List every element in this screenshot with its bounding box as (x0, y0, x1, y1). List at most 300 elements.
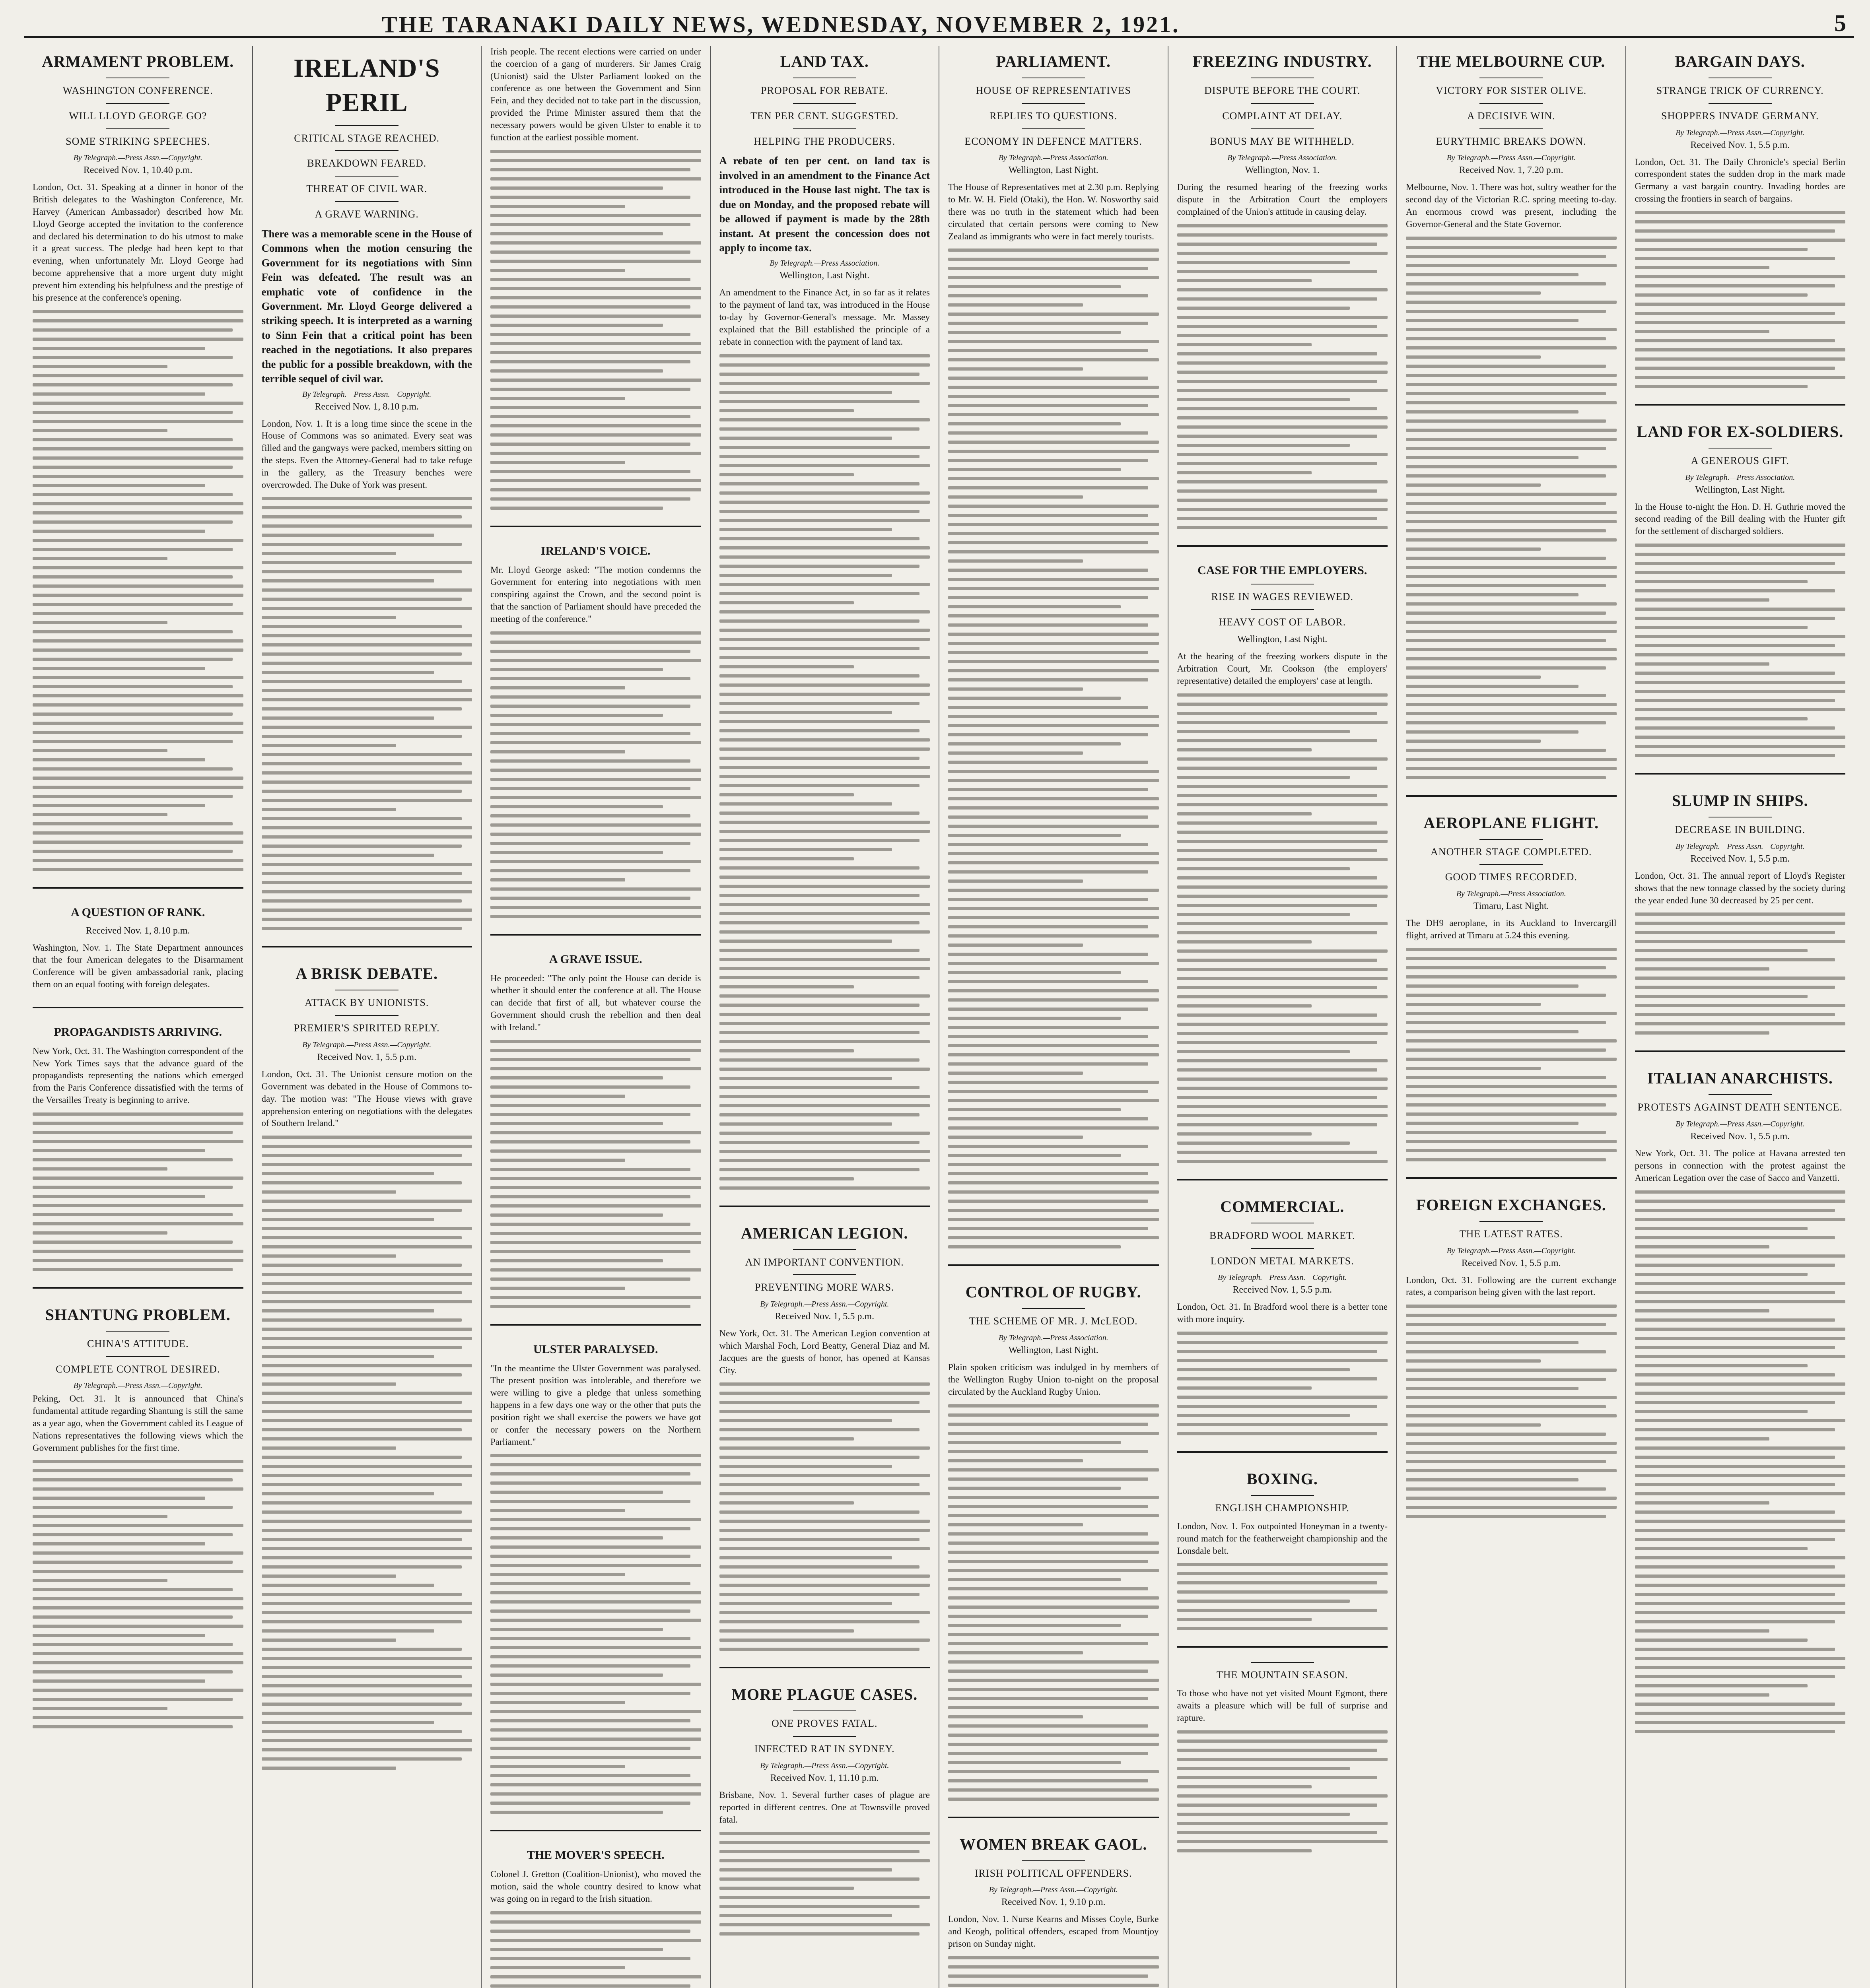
text-line (1635, 967, 1770, 971)
text-line (1635, 1703, 1835, 1706)
article (1635, 773, 1846, 1035)
text-line (1635, 229, 1835, 233)
text-line (262, 1529, 472, 1532)
text-line (1635, 1013, 1835, 1016)
text-line (262, 1565, 462, 1569)
text-line (1406, 483, 1541, 487)
text-line (948, 633, 1159, 636)
text-line (490, 1957, 690, 1960)
text-line (719, 555, 930, 559)
text-line (1406, 1122, 1578, 1125)
text-line (1177, 1581, 1377, 1584)
text-line (1177, 1142, 1350, 1145)
column-container (24, 46, 1854, 1988)
text-line (1177, 352, 1377, 355)
text-line (1177, 794, 1377, 797)
text-line (262, 1730, 462, 1733)
text-line (262, 671, 434, 674)
text-line (1635, 1428, 1835, 1431)
divider (335, 150, 398, 151)
text-line (1635, 266, 1770, 269)
text-line (490, 1911, 701, 1914)
text-line (948, 1734, 1159, 1737)
text-line (1406, 246, 1617, 249)
text-line (1177, 1813, 1350, 1816)
subheading: ONE PROVES FATAL. (771, 1718, 878, 1730)
dateline: By Telegraph.—Press Assn.—Copyright. (73, 153, 202, 163)
text-line (33, 1469, 243, 1472)
text-line (948, 459, 1148, 462)
text-line (948, 1062, 1148, 1066)
text-line (262, 1703, 462, 1706)
text-line (33, 1643, 233, 1646)
text-line (948, 797, 1159, 800)
text-line (262, 1538, 462, 1541)
dateline: By Telegraph.—Press Assn.—Copyright. (989, 1885, 1118, 1895)
text-line (719, 1639, 930, 1642)
article-body: The House of Representatives met at 2.30 p.m. Replying to Mr. W. H. Field (Otaki), the Hon. W. Nosworthy said there was no truth in the statement which had been circulated that certain persons were coming to New Zealand as immigrants who were in fact merely tourists. (948, 182, 1159, 241)
article-body: Plain spoken criticism was indulged in by members of the Wellington Rugby Union to-night on the proposal circulated by the Auckland Rugby Union. (948, 1362, 1159, 1397)
text-line (490, 659, 701, 662)
text-line (1635, 321, 1846, 324)
divider (335, 125, 398, 126)
text-line (262, 1136, 472, 1139)
text-line (948, 1606, 1159, 1609)
text-line (948, 267, 1148, 270)
text-line (948, 477, 1159, 480)
text-line (719, 885, 930, 888)
text-line (719, 473, 854, 476)
text-line (33, 703, 243, 707)
text-line (490, 1140, 690, 1143)
text-line (719, 656, 930, 659)
text-line (262, 662, 472, 665)
text-line (1177, 922, 1388, 925)
text-line (33, 767, 233, 771)
text-line (1635, 1657, 1846, 1660)
text-line (1406, 657, 1617, 660)
text-line (490, 1701, 625, 1704)
dateline: By Telegraph.—Press Assn.—Copyright. (302, 390, 432, 399)
text-line (1635, 1392, 1846, 1395)
text-line (948, 998, 1159, 1002)
text-line (1406, 1332, 1617, 1335)
text-line (1177, 1032, 1388, 1035)
divider (106, 1356, 169, 1357)
text-line (262, 1510, 462, 1514)
subheading: TEN PER CENT. SUGGESTED. (750, 110, 899, 122)
text-line (262, 570, 462, 573)
text-line (1177, 1600, 1350, 1603)
lede-paragraph: A rebate of ten per cent. on land tax is involved in an amendment to the Finance Act introduced in the House last night. The tax is due on Monday, and the proposed rebate will be allowed if payment is made by the 28th instant. At present the concession does not apply to income tax. (719, 155, 930, 254)
column-3 (482, 46, 711, 1988)
text-line (33, 1186, 233, 1189)
text-line (1635, 303, 1846, 306)
text-line (1406, 502, 1606, 505)
text-line (1635, 589, 1835, 592)
text-line (948, 505, 1159, 508)
divider (1709, 103, 1772, 104)
text-line (33, 347, 205, 350)
text-line (490, 159, 701, 162)
text-line (948, 1154, 1121, 1157)
text-line (719, 757, 919, 760)
text-line (490, 1582, 690, 1585)
text-line (719, 1159, 930, 1162)
text-line (1177, 499, 1388, 502)
received-line: Received Nov. 1, 7.20 p.m. (1459, 165, 1563, 176)
text-line (33, 831, 243, 835)
text-line (33, 1542, 205, 1545)
text-line (1635, 1318, 1835, 1322)
subheading: BONUS MAY BE WITHHELD. (1210, 135, 1355, 147)
text-line (490, 1783, 701, 1786)
text-line (948, 1026, 1159, 1029)
text-line (262, 1639, 397, 1642)
text-line (1177, 776, 1350, 779)
text-line (1635, 1419, 1846, 1422)
text-line (490, 1259, 663, 1262)
subheading: ANOTHER STAGE COMPLETED. (1431, 846, 1592, 858)
text-line (948, 1715, 1083, 1718)
text-line (948, 1072, 1083, 1075)
text-line (262, 1291, 462, 1294)
divider (1251, 103, 1314, 104)
text-line (948, 1404, 1159, 1408)
text-line (719, 501, 930, 504)
text-line (1406, 255, 1606, 258)
received-line: Wellington, Nov. 1. (1245, 165, 1320, 176)
text-line (33, 1579, 167, 1582)
text-line (490, 814, 690, 817)
text-line (1406, 1350, 1606, 1353)
article (719, 1667, 930, 1936)
text-line (1177, 224, 1388, 227)
text-line (1406, 593, 1578, 596)
text-line (490, 1509, 625, 1512)
text-line (490, 1966, 625, 1969)
text-line (948, 1615, 1148, 1618)
article-headline: FREEZING INDUSTRY. (1192, 52, 1372, 70)
dateline: By Telegraph.—Press Assn.—Copyright. (1676, 842, 1805, 851)
text-line (1177, 444, 1350, 447)
subheading: REPLIES TO QUESTIONS. (989, 110, 1118, 122)
text-line (1635, 293, 1808, 297)
text-line (1406, 1103, 1606, 1107)
text-line (262, 780, 472, 784)
received-line: Received Nov. 1, 5.5 p.m. (1461, 1258, 1561, 1268)
text-line (719, 1520, 930, 1523)
text-line (490, 1049, 701, 1052)
text-line (1635, 1574, 1846, 1578)
text-line (719, 601, 854, 604)
body-text-lines (1635, 211, 1846, 388)
text-line (948, 1974, 1148, 1978)
subheading: CRITICAL STAGE REACHED. (294, 132, 440, 144)
text-line (948, 1724, 1148, 1728)
text-line (262, 689, 472, 692)
text-line (1177, 316, 1388, 319)
text-line (1177, 334, 1388, 337)
text-line (719, 683, 930, 687)
text-line (948, 788, 1148, 791)
text-line (1406, 1451, 1617, 1454)
text-line (719, 629, 930, 632)
text-line (490, 168, 690, 171)
text-line (948, 669, 1159, 672)
text-line (1635, 1556, 1846, 1559)
dateline: By Telegraph.—Press Assn.—Copyright. (302, 1041, 432, 1050)
text-line (262, 1666, 472, 1669)
text-line (948, 404, 1148, 407)
article-headline: FOREIGN EXCHANGES. (1416, 1196, 1606, 1214)
text-line (719, 1556, 892, 1559)
text-line (262, 1282, 472, 1285)
text-line (1177, 1618, 1312, 1621)
text-line (948, 1218, 1159, 1221)
text-line (490, 214, 701, 217)
text-line (490, 1223, 690, 1226)
article-body: London, Nov. 1. Fox outpointed Honeyman in a twenty-round match for the featherweight championship and the Lonsdale belt. (1177, 1521, 1388, 1556)
text-line (33, 319, 243, 322)
text-line (948, 1541, 1159, 1545)
text-line (948, 1117, 1148, 1120)
text-line (1635, 1282, 1846, 1285)
text-line (1177, 270, 1377, 273)
text-line (33, 502, 243, 505)
text-line (719, 546, 930, 549)
text-line (262, 726, 472, 729)
received-line: Received Nov. 1, 9.10 p.m. (1001, 1897, 1106, 1908)
text-line (33, 1213, 233, 1216)
divider (793, 128, 856, 129)
text-line (719, 848, 892, 851)
text-line (948, 697, 1121, 700)
text-line (948, 843, 1148, 846)
text-line (33, 1176, 243, 1180)
subheading: CHINA'S ATTITUDE. (87, 1338, 189, 1349)
divider (1251, 609, 1314, 610)
text-line (719, 1122, 892, 1126)
body-text-lines (490, 150, 701, 510)
text-line (1177, 1730, 1388, 1734)
text-line (33, 758, 205, 761)
text-line (490, 1104, 701, 1107)
text-line (490, 842, 690, 845)
text-line (33, 795, 233, 798)
text-line (1635, 662, 1770, 666)
text-line (719, 1474, 930, 1477)
received-line: Received Nov. 1, 11.10 p.m. (770, 1773, 879, 1783)
text-line (262, 1300, 472, 1303)
text-line (262, 1574, 397, 1578)
article (1177, 1646, 1388, 1852)
text-line (262, 1209, 462, 1212)
body-text-lines (1635, 912, 1846, 1035)
text-line (1177, 748, 1312, 751)
text-line (1406, 1515, 1606, 1518)
text-line (490, 497, 690, 501)
text-line (1177, 821, 1377, 825)
text-line (1177, 867, 1350, 870)
text-line (1177, 1849, 1312, 1852)
text-line (948, 605, 1121, 608)
text-line (1177, 489, 1377, 493)
article (948, 51, 1159, 1248)
subheading: THE MOUNTAIN SEASON. (1216, 1669, 1348, 1681)
article-body: Peking, Oct. 31. It is announced that China's fundamental attitude regarding Shantung is still the same as a year ago, when the Government cabled its League of Nations representatives the following views which the Government publishes for the first time. (33, 1394, 243, 1453)
text-line (490, 443, 690, 446)
text-line (490, 360, 690, 363)
text-line (1635, 1328, 1846, 1331)
text-line (719, 1186, 930, 1190)
article-headline: LAND TAX. (780, 52, 869, 70)
dateline: By Telegraph.—Press Assn.—Copyright. (760, 1761, 889, 1770)
text-line (262, 506, 472, 509)
text-line (1635, 553, 1846, 556)
text-line (1406, 1341, 1578, 1344)
text-line (1406, 566, 1617, 569)
text-line (948, 1788, 1159, 1792)
text-line (948, 815, 1148, 819)
text-line (490, 1673, 663, 1677)
subheading: IRISH POLITICAL OFFENDERS. (974, 1867, 1132, 1879)
text-line (948, 377, 1148, 380)
divider (335, 1015, 398, 1016)
text-line (1406, 1506, 1617, 1509)
text-line (33, 1597, 243, 1600)
text-line (33, 402, 243, 405)
text-line (1406, 237, 1617, 240)
text-line (1406, 749, 1606, 752)
text-line (719, 857, 854, 860)
text-line (1177, 959, 1377, 962)
text-line (33, 466, 233, 469)
article-body: Washington, Nov. 1. The State Department announces that the four American delegates to the Disarmament Conference will be given ambassadorial rank, placing them on an equal footing with foreign delegates. (33, 942, 243, 989)
text-line (262, 1328, 472, 1331)
text-line (490, 278, 690, 281)
text-line (1177, 297, 1377, 301)
column-4 (711, 46, 940, 1988)
text-line (719, 1465, 892, 1468)
text-line (490, 1481, 701, 1485)
received-line: Received Nov. 1, 5.5 p.m. (775, 1311, 875, 1322)
subheading: THE LATEST RATES. (1459, 1228, 1563, 1240)
text-line (1177, 389, 1388, 392)
text-line (948, 413, 1159, 416)
text-line (33, 420, 243, 423)
dateline: By Telegraph.—Press Assn.—Copyright. (1676, 1120, 1805, 1129)
text-line (719, 1410, 930, 1413)
text-line (33, 1679, 205, 1683)
text-line (948, 285, 1121, 288)
article (1406, 1177, 1617, 1518)
text-line (719, 802, 892, 806)
text-line (1406, 948, 1617, 951)
divider (1022, 128, 1085, 129)
text-line (719, 1086, 919, 1089)
text-line (490, 1296, 701, 1299)
subheading: DISPUTE BEFORE THE COURT. (1204, 85, 1361, 96)
text-line (948, 651, 1148, 654)
text-line (719, 711, 892, 714)
received-line: Received Nov. 1, 5.5 p.m. (1232, 1285, 1332, 1295)
text-line (948, 1670, 1148, 1673)
text-line (719, 619, 919, 623)
text-line (1406, 346, 1617, 349)
text-line (490, 1463, 701, 1466)
text-line (490, 333, 690, 336)
article-body: Melbourne, Nov. 1. There was hot, sultry weather for the second day of the Victorian R.C. spring meeting to-day. An enormous crowd was present, including the Governor-General and the State Governor. (1406, 182, 1617, 229)
text-line (1635, 275, 1846, 278)
text-line (719, 1859, 930, 1862)
text-line (490, 1728, 701, 1732)
text-line (948, 1227, 1148, 1230)
text-line (262, 1309, 434, 1312)
article-headline: AMERICAN LEGION. (741, 1224, 908, 1242)
text-line (1406, 721, 1606, 724)
text-line (490, 714, 663, 717)
text-line (948, 678, 1148, 681)
text-line (1406, 273, 1578, 276)
text-line (1406, 447, 1606, 450)
text-line (262, 1337, 472, 1340)
text-line (33, 530, 205, 533)
text-line (1635, 717, 1808, 720)
text-line (1177, 1132, 1312, 1136)
divider (793, 103, 856, 104)
text-line (1406, 301, 1617, 304)
text-line (490, 668, 663, 671)
text-line (1177, 407, 1377, 410)
article (1177, 51, 1388, 529)
text-line (33, 658, 233, 661)
dateline: By Telegraph.—Press Assn.—Copyright. (1218, 1273, 1347, 1282)
text-line (1635, 726, 1835, 730)
text-line (490, 1664, 690, 1668)
text-line (262, 1346, 462, 1349)
text-line (1406, 291, 1541, 295)
text-line (719, 464, 930, 467)
text-line (1406, 1039, 1617, 1043)
text-line (719, 491, 930, 495)
text-line (490, 1472, 690, 1475)
text-line (1635, 1004, 1846, 1007)
article (1177, 1179, 1388, 1435)
dateline: By Telegraph.—Press Assn.—Copyright. (1676, 128, 1805, 137)
text-line (719, 1841, 930, 1844)
text-line (1177, 1572, 1388, 1575)
text-line (1177, 1822, 1388, 1825)
text-line (490, 1573, 625, 1576)
text-line (1635, 1209, 1835, 1212)
text-line (1406, 1378, 1606, 1381)
text-line (262, 1474, 472, 1477)
text-line (1177, 1740, 1388, 1743)
text-line (490, 1287, 625, 1290)
text-line (262, 1675, 462, 1678)
text-line (1635, 653, 1846, 656)
text-line (262, 561, 472, 564)
text-line (33, 667, 205, 670)
text-line (719, 1492, 930, 1495)
text-line (719, 766, 930, 769)
text-line (33, 411, 233, 414)
text-line (1635, 644, 1835, 647)
text-line (1177, 913, 1350, 916)
text-line (33, 1204, 243, 1207)
received-line: Received Nov. 1, 5.5 p.m. (1690, 853, 1790, 864)
